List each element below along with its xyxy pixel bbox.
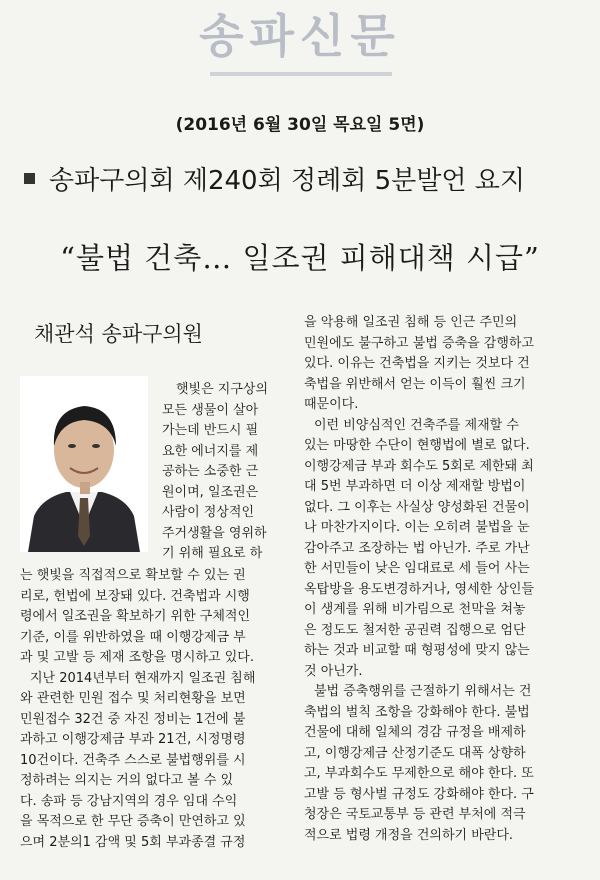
text-line: 있는 마땅한 수단이 현행법에 별로 없다. [304,438,530,453]
text-line: 한 서민들이 낮은 임대료로 세 들어 사는 [304,561,530,576]
text-line: 가는데 반드시 필 [162,423,259,438]
text-line: 을 목적으로 한 무단 증축이 만연하고 있 [20,814,246,829]
text-line: 불법 증축행위를 근절하기 위해서는 건 [314,684,532,699]
text-line: 건물에 대해 일체의 경감 규정을 배제하 [304,725,526,740]
article-column-narrow [162,380,280,565]
text-line: 대 5번 부과하면 더 이상 제재할 방법이 [304,479,526,494]
text-line: 청장은 국토교통부 등 관련 부처에 적극 [304,807,526,822]
text-line: 과하고 이행강제금 부과 21건, 시정명령 [20,732,246,747]
text-line: 주거생활을 영위하 [162,525,267,541]
article-headline: “불법 건축… 일조권 피해대책 시급” [60,241,540,275]
text-line: 감아주고 조장하는 법 아닌가. 주로 가난 [304,540,530,556]
text-line: 민원에도 불구하고 불법 증축을 감행하고 [304,335,535,351]
text-line: 햇빛은 지구상의 [176,382,269,397]
text-line: 고발 등 형사벌 규정도 강화해야 한다. 구 [304,786,534,802]
article-byline: 채관석 송파구의원 [34,322,203,346]
text-line: 민원접수 32건 중 자진 정비는 1건에 불 [20,711,246,727]
text-line: 리로, 헌법에 보장돼 있다. 건축법과 시행 [20,588,250,604]
text-line: 때문이다. [304,397,359,412]
text-line: 기 위해 필요로 하 [162,546,263,561]
text-line: 과 및 고발 등 제재 조항을 명시하고 있다. [20,650,254,665]
portrait-icon [20,376,148,552]
text-line: 옥탑방을 용도변경하거나, 영세한 상인들 [304,581,535,597]
text-line: 지난 2014년부터 현재까지 일조권 침해 [30,670,256,686]
text-line: 모든 생물이 살아 [162,402,259,418]
article-column-right [304,313,580,846]
text-line: 적으로 법령 개정을 건의하기 바란다. [304,827,514,843]
text-line: 다. 송파 등 강남지역의 경우 임대 수익 [20,793,238,809]
text-line: 으며 2분의1 감액 및 5회 부과종결 규정 [20,834,246,850]
masthead-rule [210,72,392,76]
text-line: 을 악용해 일조권 침해 등 인근 주민의 [304,315,518,330]
text-line: 것 아닌가. [304,663,363,679]
series-title [24,160,594,197]
text-line: 령에서 일조권을 확보하기 위한 구체적인 [20,609,251,624]
text-line: 축법의 벌칙 조항을 강화해야 한다. 불법 [304,704,530,720]
text-line: 축법을 위반해서 얻는 이득이 훨씬 크기 [304,376,526,392]
text-line: 요한 에너지를 제 [162,443,259,459]
text-line: 하는 것과 비교할 때 형평성에 맞지 않는 [304,643,530,658]
newspaper-logo: 송파신문 [199,9,401,63]
text-line: 있다. 이유는 건축법을 지키는 것보다 건 [304,356,530,371]
text-line: 이행강제금 부과 회수도 5회로 제한돼 최 [304,458,534,474]
publication-dateline: (2016년 6월 30일 목요일 5면) [175,115,425,135]
text-line: 고, 이행강제금 산정기준도 대폭 상향하 [304,745,526,761]
text-line: 이 생계를 위해 비가림으로 천막을 쳐놓 [304,602,526,617]
text-line: 은 정도도 철저한 공권력 집행으로 엄단 [304,622,526,638]
text-line: 는 햇빛을 직접적으로 확보할 수 있는 권 [20,568,246,583]
text-line: 나 마찬가지이다. 이는 오히려 불법을 눈 [304,520,530,535]
text-line: 없다. 그 이후는 사실상 양성화된 건물이 [304,499,530,515]
text-line: 원이며, 일조권은 [162,484,259,500]
series-title-text: 송파구의회 제240회 정례회 5분발언 요지 [49,166,525,196]
text-line: 사람이 정상적인 [162,505,255,520]
text-line: 공하는 소중한 근 [162,464,259,479]
text-line: 정하려는 의지는 거의 없다고 볼 수 있 [20,773,234,788]
text-line: 이런 비양심적인 건축주를 제재할 수 [314,417,519,433]
article-column-left [20,566,282,853]
newspaper-masthead [0,8,600,64]
text-line: 와 관련한 민원 접수 및 처리현황을 보면 [20,691,246,706]
text-line: 고, 부과회수도 무제한으로 해야 한다. 또 [304,766,534,781]
square-bullet-icon [24,173,35,184]
text-line: 10건이다. 건축주 스스로 불법행위를 시 [20,752,246,768]
text-line: 기준, 이를 위반하였을 때 이행강제금 부 [20,629,246,645]
